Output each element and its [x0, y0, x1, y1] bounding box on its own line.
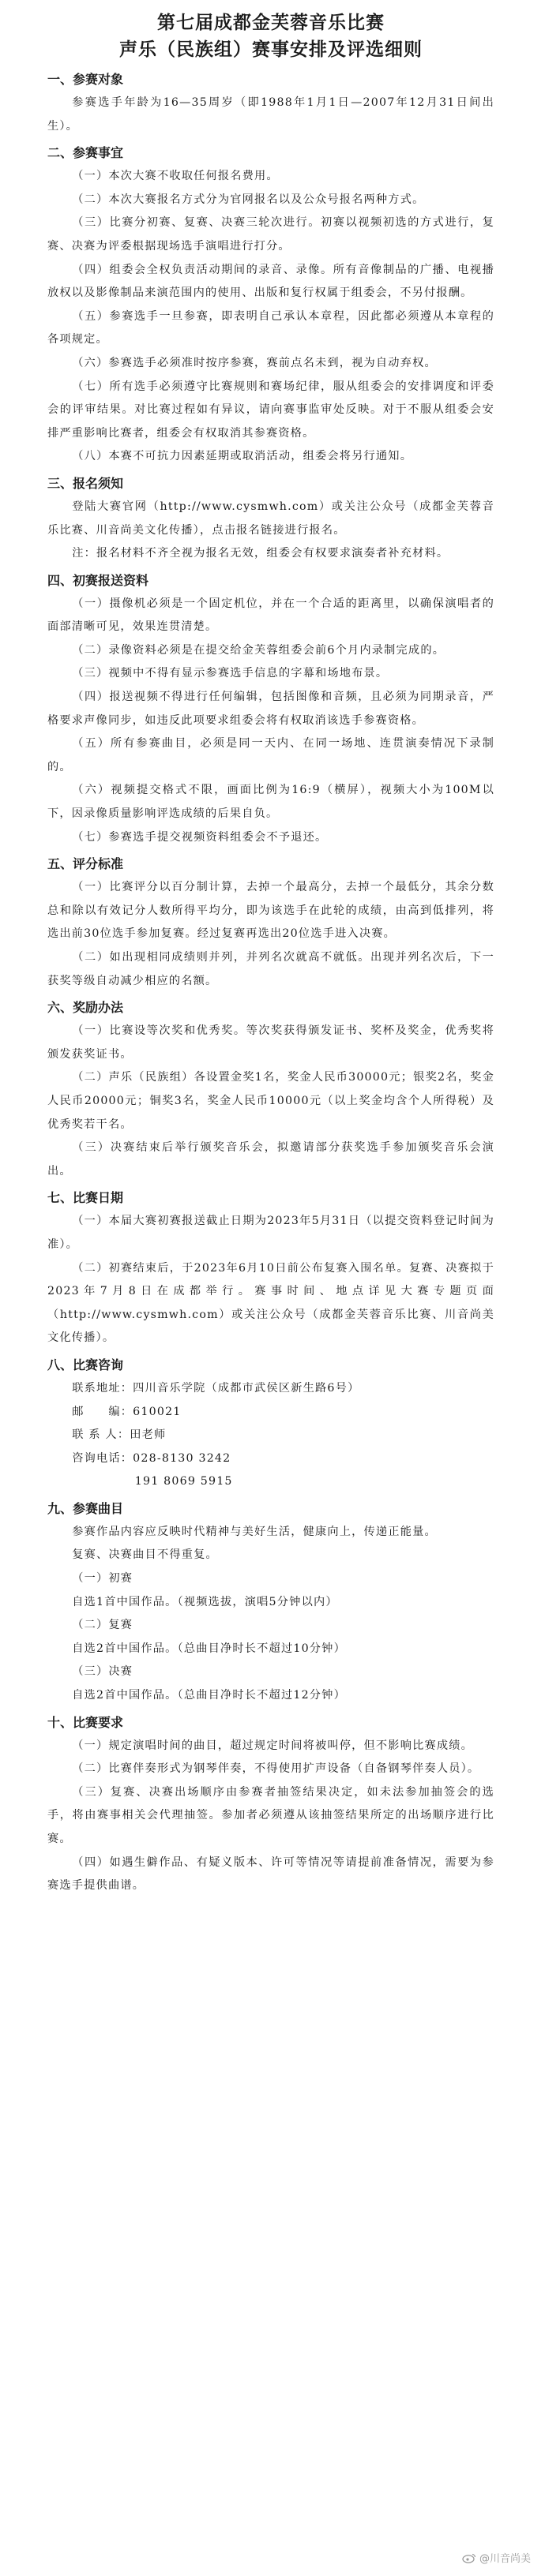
paragraph: （一）比赛设等次奖和优秀奖。等次奖获得颁发证书、奖杯及奖金，优秀奖将颁发获奖证书。 — [47, 1024, 494, 1061]
section-heading: 五、评分标准 — [47, 856, 124, 872]
paragraph: （五）参赛选手一旦参赛，即表明自己承认本章程，因此都必须遵从本章程的各项规定。 — [47, 309, 494, 346]
section-heading: 九、参赛曲目 — [47, 1500, 124, 1516]
paragraph: （三）视频中不得有显示参赛选手信息的字幕和场地布景。 — [72, 667, 389, 680]
paragraph: 自选2首中国作品。（总曲目净时长不超过10分钟） — [72, 1642, 346, 1655]
paragraph: （一）比赛评分以百分制计算，去掉一个最高分，去掉一个最低分，其余分数总和除以有效记分人数所得平均分，即为该选手在此轮的成绩，由高到低排列，将选出前30位选手参加复赛。经过复赛再选出20位选手进入决赛。 — [47, 881, 494, 941]
paragraph: （二）本次大赛报名方式分为官网报名以及公众号报名两种方式。 — [72, 193, 425, 206]
contact-block — [47, 1377, 494, 1494]
title-line-1: 第七届成都金芙蓉音乐比赛 — [157, 12, 385, 33]
paragraph: （四）如遇生僻作品、有疑义版本、许可等情况等请提前准备情况，需要为参赛选手提供曲谱。 — [47, 1855, 494, 1893]
paragraph: （三）决赛 — [72, 1665, 133, 1679]
paragraph: （六）视频提交格式不限，画面比例为16:9（横屏），视频大小为100M以下，因录像质量影响评选成绩的后果自负。 — [47, 784, 494, 821]
paragraph: （二）声乐（民族组）各设置金奖1名，奖金人民币30000元；银奖2名，奖金人民币20000元；铜奖3名，奖金人民币10000元（以上奖金均含个人所得税）及优秀奖若干名。 — [47, 1071, 494, 1131]
section-1 — [47, 68, 494, 138]
section-6 — [47, 996, 494, 1183]
paragraph: 参赛作品内容应反映时代精神与美好生活，健康向上，传递正能量。 — [72, 1525, 437, 1538]
section-heading: 一、参赛对象 — [47, 72, 124, 87]
paragraph: 注：报名材料不齐全视为报名无效，组委会有权要求演奏者补充材料。 — [72, 547, 449, 560]
section-8 — [47, 1354, 494, 1377]
paragraph: 自选1首中国作品。（视频选拔，演唱5分钟以内） — [72, 1595, 338, 1608]
contact-person: 联 系 人：田老师 — [72, 1428, 167, 1442]
section-3 — [47, 472, 494, 566]
paragraph: （四）组委会全权负责活动期间的录音、录像。所有音像制品的广播、电视播放权以及影像制品来演范围内的使用、出版和复行权属于组委会，不另付报酬。 — [47, 263, 494, 300]
paragraph: 复赛、决赛曲目不得重复。 — [72, 1548, 218, 1562]
section-heading: 十、比赛要求 — [47, 1714, 124, 1730]
contact-postcode: 邮 编：610021 — [72, 1405, 182, 1418]
paragraph: （一）摄像机必须是一个固定机位，并在一个合适的距离里，以确保演唱者的面部清晰可见，效果连贯清楚。 — [47, 597, 494, 634]
paragraph: （八）本赛不可抗力因素延期或取消活动，组委会将另行通知。 — [72, 450, 413, 463]
paragraph: （三）复赛、决赛出场顺序由参赛者抽签结果决定，如未法参加抽签会的选手，将由赛事相关会代理抽签。参加者必须遵从该抽签结果所定的出场顺序进行比赛。 — [47, 1785, 494, 1845]
weibo-watermark — [462, 2550, 531, 2565]
paragraph: （三）比赛分初赛、复赛、决赛三轮次进行。初赛以视频初选的方式进行，复赛、决赛为评委根据现场选手演唱进行打分。 — [47, 216, 494, 253]
title-line-2: 声乐（民族组）赛事安排及评选细则 — [119, 39, 423, 60]
contact-phone-1: 咨询电话：028-8130 3242 — [72, 1451, 231, 1465]
paragraph: （一）本次大赛不收取任何报名费用。 — [72, 170, 279, 183]
section-10 — [47, 1711, 494, 1898]
section-heading: 四、初赛报送资料 — [47, 572, 149, 588]
section-7 — [47, 1186, 494, 1350]
paragraph: （七）参赛选手提交视频资料组委会不予退还。 — [72, 830, 328, 844]
paragraph: （一）初赛 — [72, 1572, 133, 1586]
section-heading: 七、比赛日期 — [47, 1190, 124, 1206]
paragraph: （二）录像资料必须是在提交给金芙蓉组委会前6个月内录制完成的。 — [72, 643, 445, 657]
paragraph: （一）本届大赛初赛报送截止日期为2023年5月31日（以提交资料登记时间为准）。 — [47, 1215, 494, 1251]
paragraph: （一）规定演唱时间的曲目，超过规定时间将被叫停，但不影响比赛成绩。 — [72, 1739, 474, 1752]
paragraph: 参赛选手年龄为16—35周岁（即1988年1月1日—2007年12月31日间出生）。 — [47, 96, 494, 133]
section-4 — [47, 569, 494, 850]
section-5 — [47, 852, 494, 993]
paragraph: （二）比赛伴奏形式为钢琴伴奏，不得使用扩声设备（自备钢琴伴奏人员）。 — [72, 1762, 480, 1776]
section-heading: 八、比赛咨询 — [47, 1357, 124, 1372]
contact-phone-2: 191 8069 5915 — [134, 1475, 233, 1488]
section-heading: 三、报名须知 — [47, 475, 124, 491]
sections-container — [47, 68, 494, 1377]
paragraph: （二）初赛结束后，于2023年6月10日前公布复赛入围名单。复赛、决赛拟于2023年7月8日在成都举行。赛事时间、地点详见大赛专题页面（http://www.cysmwh.com）或关注公众号（成都金芙蓉音乐比赛、川音尚美文化传播）。 — [47, 1261, 494, 1345]
contact-address: 联系地址：四川音乐学院（成都市武侯区新生路6号） — [72, 1381, 360, 1395]
paragraph: （三）决赛结束后举行颁奖音乐会，拟邀请部分获奖选手参加颁奖音乐会演出。 — [47, 1141, 494, 1178]
section-9 — [47, 1497, 494, 1708]
section-2 — [47, 141, 494, 469]
paragraph: 登陆大赛官网（http://www.cysmwh.com）或关注公众号（成都金芙蓉音乐比赛、川音尚美文化传播），点击报名链接进行报名。 — [47, 500, 494, 537]
paragraph: （二）如出现相同成绩则并列，并列名次就高不就低。出现并列名次后，下一获奖等级自动减少相应的名额。 — [47, 951, 494, 987]
watermark-text: @川音尚美 — [479, 2553, 531, 2565]
paragraph: 自选2首中国作品。（总曲目净时长不超过12分钟） — [72, 1689, 346, 1702]
section-heading: 六、奖励办法 — [47, 1000, 124, 1016]
paragraph: （七）所有选手必须遵守比赛规则和赛场纪律，服从组委会的安排调度和评委会的评审结果。对比赛过程如有异议，请向赛事监审处反映。对于不服从组委会安排严重影响比赛者，组委会有权取消其参赛资格。 — [47, 380, 494, 440]
paragraph: （六）参赛选手必须准时按序参赛，赛前点名未到，视为自动弃权。 — [72, 356, 437, 369]
paragraph: （五）所有参赛曲目，必须是同一天内、在同一场地、连贯演奏情况下录制的。 — [47, 737, 494, 773]
title-block — [47, 9, 494, 63]
section-heading: 二、参赛事宜 — [47, 145, 124, 161]
paragraph: （二）复赛 — [72, 1619, 133, 1632]
weibo-icon — [462, 2552, 476, 2563]
paragraph: （四）报送视频不得进行任何编辑，包括图像和音频，且必须为同期录音，严格要求声像同步，如违反此项要求组委会将有权取消该选手参赛资格。 — [47, 691, 494, 727]
